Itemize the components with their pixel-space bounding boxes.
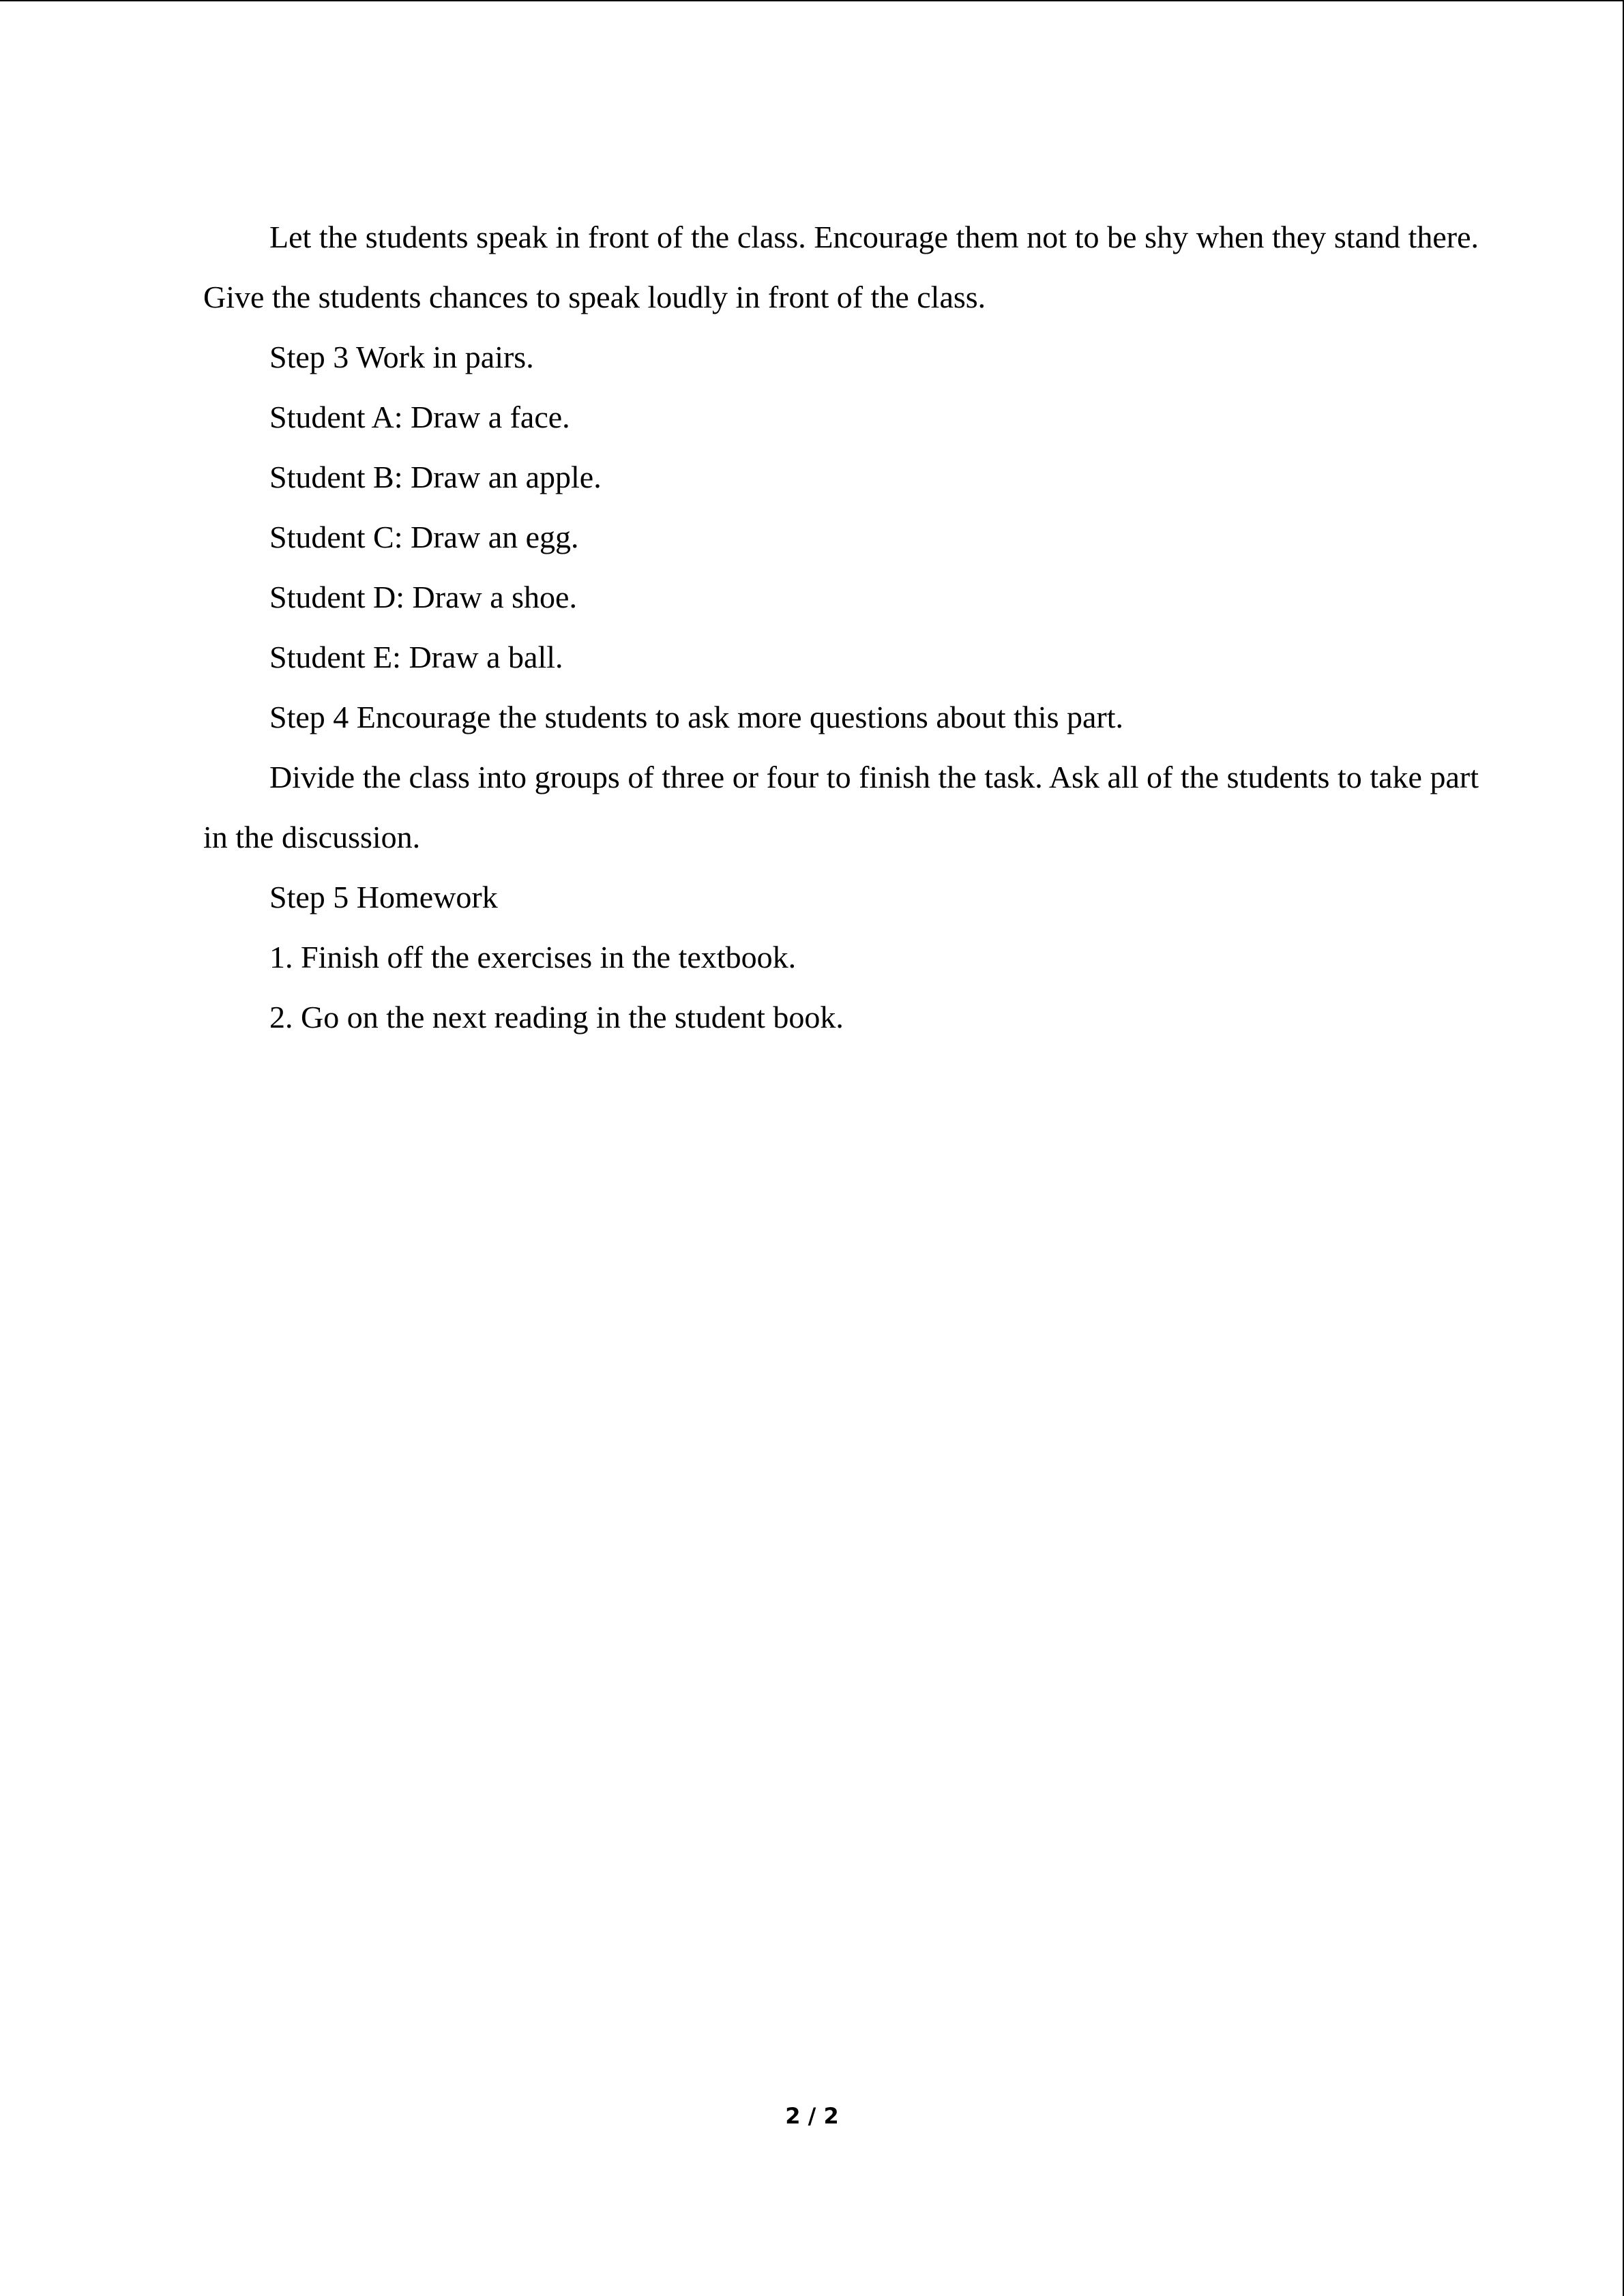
page-number: 2 / 2	[785, 2103, 839, 2129]
step-5-heading: Step 5 Homework	[269, 880, 498, 914]
student-c-line: Student C: Draw an egg.	[269, 520, 579, 554]
step-3-heading: Step 3 Work in pairs.	[269, 340, 534, 374]
paragraph-speak-in-front: Let the students speak in front of the class. Encourage them not to be shy when they stand there. Give the students chances to speak loudly in front of the class.	[203, 220, 1479, 314]
student-d-line: Student D: Draw a shoe.	[269, 580, 577, 614]
student-e-line: Student E: Draw a ball.	[269, 640, 563, 674]
homework-item-1: 1. Finish off the exercises in the textbook.	[269, 940, 797, 974]
paragraph-divide-class: Divide the class into groups of three or four to finish the task. Ask all of the students to take part in the discussion.	[203, 760, 1479, 854]
student-b-line: Student B: Draw an apple.	[269, 460, 602, 494]
step-4-heading: Step 4 Encourage the students to ask more questions about this part.	[269, 700, 1123, 734]
homework-item-2: 2. Go on the next reading in the student book.	[269, 1000, 844, 1034]
document-body	[203, 207, 1479, 1047]
student-a-line: Student A: Draw a face.	[269, 400, 570, 434]
